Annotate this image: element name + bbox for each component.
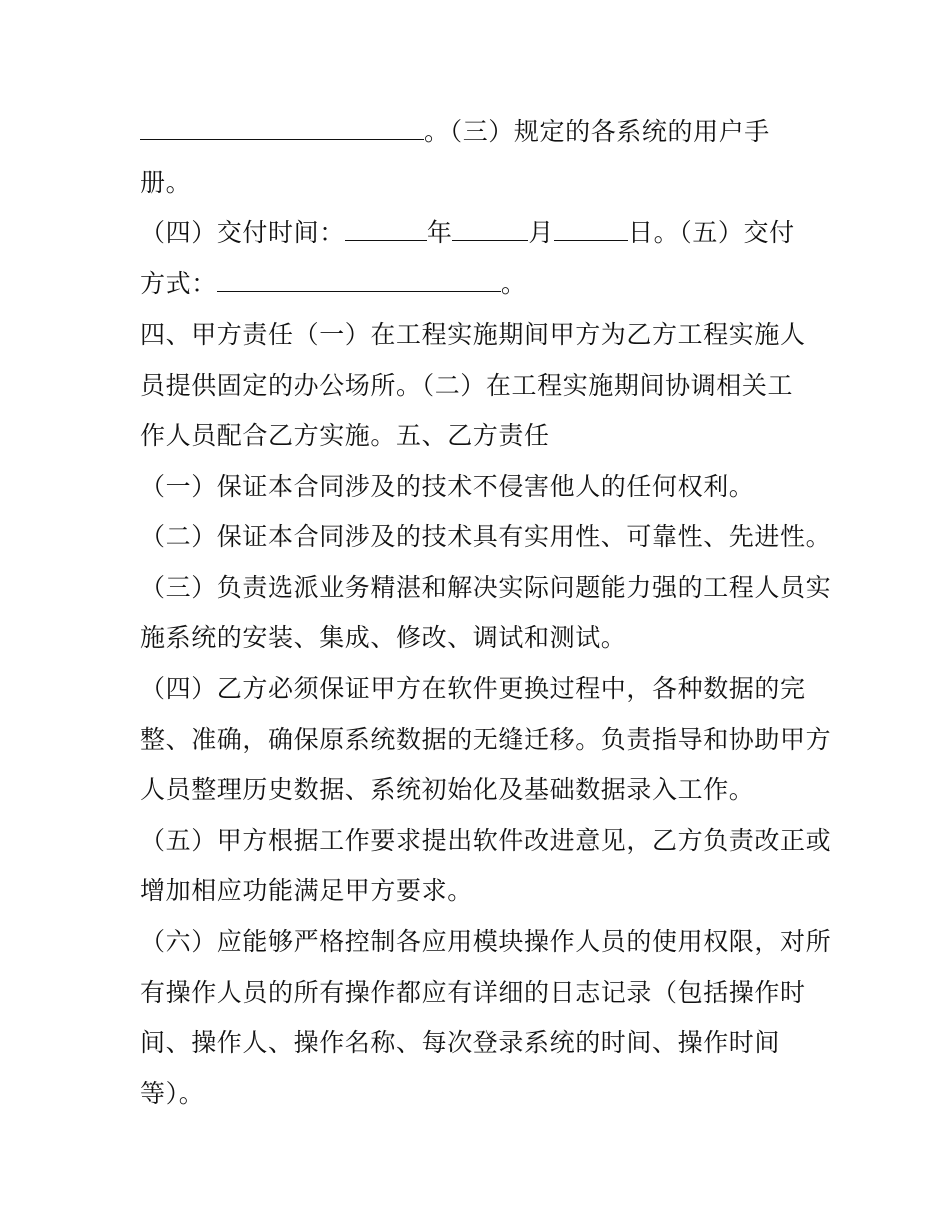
text-line-12 — [140, 674, 806, 704]
fill-blank-day — [554, 218, 628, 241]
text-line-17 — [140, 927, 831, 957]
month-label: 月 — [528, 218, 555, 247]
line-6-text: 员提供固定的办公场所。（二）在工程实施期间协调相关工 — [140, 371, 794, 400]
text-line-3 — [140, 218, 795, 248]
text-line-20 — [140, 1079, 204, 1109]
line-8-text: （一）保证本合同涉及的技术不侵害他人的任何权利。 — [140, 472, 755, 501]
line-11-text: 施系统的安装、集成、修改、调试和测试。 — [140, 623, 627, 652]
line-13-text: 整、准确，确保原系统数据的无缝迁移。负责指导和协助甲方 — [140, 725, 832, 754]
line-15-text: （五）甲方根据工作要求提出软件改进意见，乙方负责改正或 — [140, 826, 832, 855]
line-17-text: （六）应能够严格控制各应用模块操作人员的使用权限，对所 — [140, 927, 832, 956]
text-line-18 — [140, 978, 806, 1008]
fill-blank-year — [345, 218, 427, 241]
fill-blank-month — [452, 218, 528, 241]
delivery-method-label: 方式： — [140, 269, 217, 298]
text-line-7 — [140, 421, 550, 451]
text-line-10 — [140, 573, 831, 603]
line-7-text: 作人员配合乙方实施。五、乙方责任 — [140, 421, 550, 450]
line-4-end: 。 — [500, 269, 527, 298]
year-label: 年 — [426, 218, 453, 247]
line-9-text: （二）保证本合同涉及的技术具有实用性、可靠性、先进性。 — [140, 522, 832, 551]
text-line-2 — [140, 168, 191, 198]
line-20-text: 等）。 — [140, 1079, 205, 1108]
text-line-11 — [140, 623, 626, 653]
fill-blank-delivery-item — [140, 117, 424, 140]
line-5-text: 四、甲方责任（一）在工程实施期间甲方为乙方工程实施人 — [140, 320, 806, 349]
text-line-15 — [140, 826, 831, 856]
text-line-5 — [140, 320, 806, 350]
line-14-text: 人员整理历史数据、系统初始化及基础数据录入工作。 — [140, 775, 755, 804]
text-line-9 — [140, 522, 831, 552]
text-line-19 — [140, 1028, 780, 1058]
line-18-text: 有操作人员的所有操作都应有详细的日志记录（包括操作时 — [140, 978, 806, 1007]
text-line-1 — [140, 117, 770, 147]
fill-blank-delivery-method — [217, 269, 501, 292]
delivery-time-label: （四）交付时间： — [140, 218, 345, 247]
text-line-6 — [140, 371, 793, 401]
line-12-text: （四）乙方必须保证甲方在软件更换过程中，各种数据的完 — [140, 674, 806, 703]
line-1-text: 。（三）规定的各系统的用户手 — [424, 117, 770, 146]
text-line-8 — [140, 472, 754, 502]
text-line-16 — [140, 876, 473, 906]
day-and-delivery-method-label: 日。（五）交付 — [628, 218, 795, 247]
text-line-14 — [140, 775, 754, 805]
text-line-13 — [140, 725, 831, 755]
text-line-4 — [140, 269, 526, 299]
line-2-text: 册。 — [140, 168, 192, 197]
line-16-text: 增加相应功能满足甲方要求。 — [140, 876, 473, 905]
line-19-text: 间、操作人、操作名称、每次登录系统的时间、操作时间 — [140, 1028, 781, 1057]
line-10-text: （三）负责选派业务精湛和解决实际问题能力强的工程人员实 — [140, 573, 832, 602]
